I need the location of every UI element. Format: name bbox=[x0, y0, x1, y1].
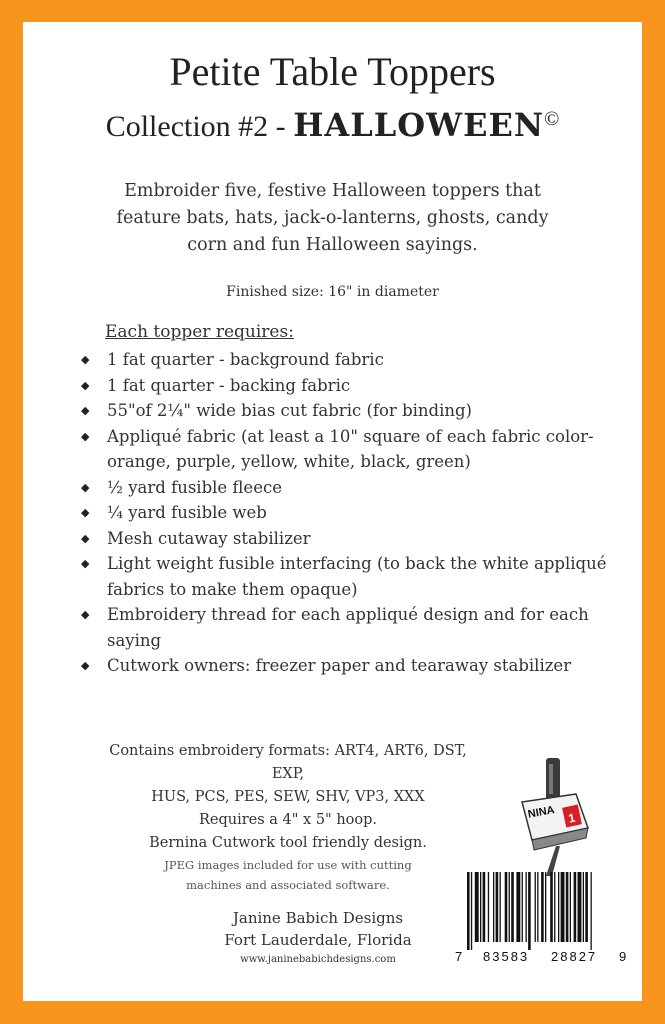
list-item: ◆ 1 fat quarter - backing fabric bbox=[81, 373, 611, 399]
cutwork-note: Bernina Cutwork tool friendly design. bbox=[149, 835, 427, 851]
list-item: ◆ Appliqué fabric (at least a 10" square of each fabric color- orange, purple, yellow, white, black, green) bbox=[81, 424, 611, 475]
tool-number-label: 1 bbox=[567, 810, 577, 826]
barcode-bar bbox=[488, 872, 489, 942]
barcode-bar bbox=[483, 872, 486, 942]
barcode-bar bbox=[528, 872, 531, 950]
barcode-bar bbox=[522, 872, 523, 942]
diamond-bullet-icon: ◆ bbox=[81, 531, 90, 545]
barcode-bar bbox=[537, 872, 538, 942]
company-name: Janine Babich Designs bbox=[232, 909, 404, 927]
barcode-bar bbox=[471, 872, 472, 950]
diamond-bullet-icon: ◆ bbox=[81, 404, 90, 417]
page-subtitle bbox=[23, 106, 642, 144]
diamond-bullet-icon: ◆ bbox=[81, 608, 90, 621]
diamond-bullet-icon: ◆ bbox=[81, 378, 90, 392]
list-item: ◆ Embroidery thread for each appliqué design and for each saying bbox=[81, 602, 611, 653]
barcode-group-right: 28827 bbox=[551, 949, 598, 964]
barcode-bar bbox=[505, 872, 508, 942]
barcode-bar bbox=[496, 872, 499, 942]
barcode-bar bbox=[570, 872, 571, 942]
requirements-heading: Each topper requires: bbox=[105, 322, 294, 342]
barcode-bar bbox=[541, 872, 544, 942]
copyright-mark: © bbox=[544, 108, 560, 130]
list-item: ◆ Cutwork owners: freezer paper and tearaway stabilizer bbox=[81, 653, 611, 679]
barcode-bar bbox=[583, 872, 584, 942]
diamond-bullet-icon: ◆ bbox=[81, 506, 90, 519]
subtitle-prefix: Collection #2 - bbox=[105, 110, 294, 143]
company-url: www.janinebabichdesigns.com bbox=[240, 954, 396, 965]
barcode-digit-right: 9 bbox=[619, 949, 627, 964]
barcode-bar bbox=[561, 872, 565, 942]
barcode-bar bbox=[558, 872, 559, 942]
barcode-bar bbox=[480, 872, 481, 942]
company-location: Fort Lauderdale, Florida bbox=[224, 931, 412, 949]
list-item: ◆ Mesh cutaway stabilizer bbox=[81, 526, 611, 552]
formats-line: Contains embroidery formats: ART4, ART6, DST, EXP, bbox=[109, 743, 467, 782]
hoop-requirement: Requires a 4" x 5" hoop. bbox=[198, 812, 378, 828]
list-item: ◆ 1 fat quarter - background fabric bbox=[81, 347, 611, 373]
diamond-bullet-icon: ◆ bbox=[81, 659, 90, 672]
barcode-group-left: 83583 bbox=[483, 949, 530, 964]
list-item: ◆ Light weight fusible interfacing (to back the white appliqué fabrics to make them opaque) bbox=[81, 551, 611, 602]
diamond-bullet-icon: ◆ bbox=[81, 480, 90, 494]
tool-brand-label: NINA bbox=[526, 804, 556, 821]
barcode-bar bbox=[526, 872, 527, 942]
formats-line: HUS, PCS, PES, SEW, SHV, VP3, XXX bbox=[151, 789, 425, 805]
barcode-bar bbox=[545, 872, 546, 942]
intro-text: Embroider five, festive Halloween toppers that feature bats, hats, jack-o-lanterns, ghosts, candy corn and fun Halloween sayings. bbox=[116, 181, 549, 255]
company-block bbox=[223, 907, 413, 969]
barcode-bar bbox=[493, 872, 494, 942]
jpeg-note: JPEG images included for use with cutting bbox=[164, 858, 412, 872]
diamond-bullet-icon: ◆ bbox=[81, 557, 90, 570]
barcode-bar bbox=[591, 872, 592, 950]
barcode-bar bbox=[554, 872, 555, 942]
barcode-bar bbox=[574, 872, 577, 942]
barcode-bars bbox=[453, 870, 633, 950]
barcode-bar bbox=[511, 872, 514, 942]
finished-size: Finished size: 16" in diameter bbox=[226, 284, 439, 300]
barcode-bar bbox=[509, 872, 510, 942]
requirements-list bbox=[81, 347, 611, 679]
barcode-bar bbox=[550, 872, 553, 942]
barcode bbox=[453, 870, 633, 970]
page-title: Petite Table Toppers bbox=[169, 49, 496, 94]
list-item: ◆ 55"of 2¼" wide bias cut fabric (for binding) bbox=[81, 398, 611, 424]
formats-block bbox=[103, 740, 473, 895]
barcode-bar bbox=[516, 872, 520, 942]
barcode-bar bbox=[566, 872, 569, 942]
list-item: ◆ ¼ yard fusible web bbox=[81, 500, 611, 526]
jpeg-note: machines and associated software. bbox=[186, 878, 390, 892]
barcode-bar bbox=[500, 872, 501, 942]
barcode-bar bbox=[578, 872, 582, 942]
diamond-bullet-icon: ◆ bbox=[81, 353, 90, 366]
subtitle-highlight: HALLOWEEN bbox=[293, 106, 545, 144]
barcode-digit-left: 7 bbox=[455, 949, 463, 964]
barcode-bar bbox=[535, 872, 536, 942]
barcode-bar bbox=[475, 872, 479, 942]
barcode-bar bbox=[585, 872, 588, 942]
barcode-bar bbox=[467, 872, 470, 950]
list-item: ◆ ½ yard fusible fleece bbox=[81, 475, 611, 501]
cutwork-tool-icon bbox=[508, 758, 598, 876]
diamond-bullet-icon: ◆ bbox=[81, 429, 90, 443]
